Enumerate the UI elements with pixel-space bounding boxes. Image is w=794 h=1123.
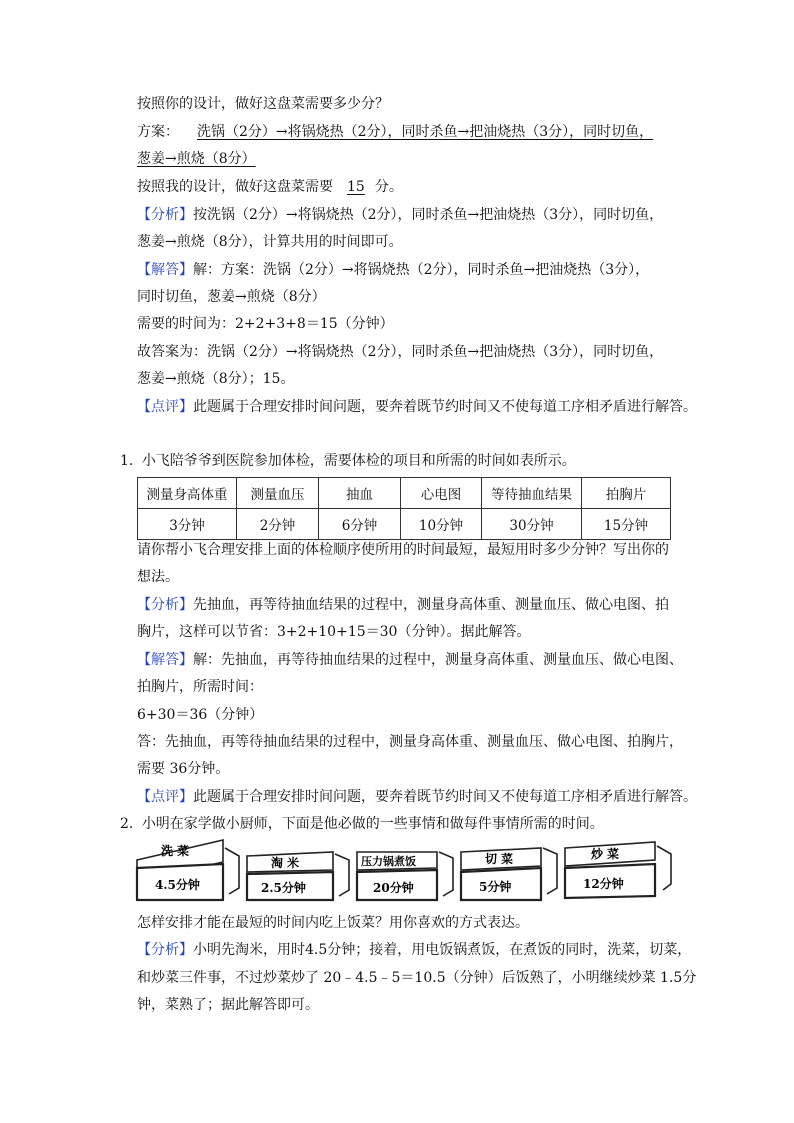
q1-ask-line-2: 想法。 xyxy=(137,569,179,585)
task-card xyxy=(357,852,437,900)
plan-line-2 xyxy=(137,149,278,169)
answer-line-3: 需要的时间为：2+2+3+8＝15（分钟） xyxy=(137,316,394,332)
task-label: 切菜 xyxy=(485,852,518,866)
q1-answer-line-3: 6+30＝36（分钟） xyxy=(137,707,264,723)
answer-line-4: 故答案为：洗锅（2分）→将锅烧热（2分），同时杀鱼→把油烧热（3分），同时切鱼， xyxy=(137,344,664,360)
q2-ask-line: 怎样安排才能在最短的时间内吃上饭菜？用你喜欢的方式表达。 xyxy=(137,915,529,931)
plan-line-1 xyxy=(137,122,653,142)
task-card xyxy=(247,852,333,900)
task-card xyxy=(461,848,541,900)
comment-tag: 【点评】 xyxy=(137,789,193,805)
q1-answer-line-5: 需要 36分钟。 xyxy=(137,761,230,777)
design-post: 分。 xyxy=(374,179,403,195)
task-label: 淘米 xyxy=(271,856,304,870)
plan-answer-1: 洗锅（2分）→将锅烧热（2分），同时杀鱼→把油烧热（3分），同时切鱼， xyxy=(197,124,654,140)
design-line xyxy=(137,177,403,197)
question-text: 按照你的设计，做好这盘菜需要多少分？ xyxy=(137,96,389,112)
exam-value-cell: 3分钟 xyxy=(138,509,237,540)
exam-value-cell: 15分钟 xyxy=(582,509,671,540)
exam-header-cell: 拍胸片 xyxy=(582,478,671,509)
task-time: 2.5分钟 xyxy=(261,881,306,895)
q1-ask-line-1: 请你帮小飞合理安排上面的体检顺序使所用的时间最短，最短用时多少分钟？写出你的 xyxy=(137,542,669,558)
exam-value-cell: 6分钟 xyxy=(319,509,401,540)
task-chain-svg xyxy=(135,838,675,904)
exam-header-cell: 心电图 xyxy=(401,478,482,509)
task-card xyxy=(137,840,223,900)
exam-header-cell: 等待抽血结果 xyxy=(482,478,582,509)
task-time: 20分钟 xyxy=(373,881,414,895)
comment-tag: 【点评】 xyxy=(137,399,193,415)
q1-answer-line-1 xyxy=(137,650,683,670)
task-label: 炒菜 xyxy=(591,847,624,861)
exam-header-cell: 测量血压 xyxy=(237,478,319,509)
design-pre: 按照我的设计，做好这盘菜需要 xyxy=(137,179,333,195)
q2-analysis-line-2: 和炒菜三件事，不过炒菜炒了 20﹣4.5﹣5＝10.5（分钟）后饭熟了，小明继续炒菜 1.5分 xyxy=(137,970,697,986)
exam-header-cell: 抽血 xyxy=(319,478,401,509)
answer-text: 解：先抽血，再等待抽血结果的过程中，测量身高体重、测量血压、做心电图、 xyxy=(193,652,683,668)
q1-answer-line-2: 拍胸片，所需时间： xyxy=(137,679,263,695)
task-chain-diagram xyxy=(135,838,675,904)
analysis-line-2: 葱姜→煎烧（8分），计算共用的时间即可。 xyxy=(137,234,403,250)
answer-tag: 【解答】 xyxy=(137,652,193,668)
q2-stem-line xyxy=(120,814,604,834)
analysis-text: 先抽血，再等待抽血结果的过程中，测量身高体重、测量血压、做心电图、拍 xyxy=(193,597,669,613)
q1-comment-line xyxy=(137,787,697,807)
task-time: 4.5分钟 xyxy=(155,878,200,892)
task-label: 洗菜 xyxy=(161,844,194,858)
analysis-tag: 【分析】 xyxy=(137,597,193,613)
answer-line-5: 葱姜→煎烧（8分）；15。 xyxy=(137,371,295,387)
task-time: 5分钟 xyxy=(479,880,512,894)
q1-stem: 小飞陪爷爷到医院参加体检，需要体检的项目和所需的时间如表所示。 xyxy=(141,453,576,469)
exam-value-cell: 2分钟 xyxy=(237,509,319,540)
q1-analysis-line-2: 胸片，这样可以节省：3+2+10+15＝30（分钟）。据此解答。 xyxy=(137,624,531,640)
exam-table xyxy=(137,477,671,540)
answer-tag: 【解答】 xyxy=(137,262,193,278)
q2-number: 2. xyxy=(120,816,134,832)
comment-text: 此题属于合理安排时间问题，要奔着既节约时间又不使每道工序相矛盾进行解答。 xyxy=(193,399,697,415)
plan-label: 方案： xyxy=(137,124,179,140)
q2-analysis-line-3: 钟，菜熟了；据此解答即可。 xyxy=(137,997,319,1013)
exam-value-cell: 30分钟 xyxy=(482,509,582,540)
exam-header-cell: 测量身高体重 xyxy=(138,478,237,509)
exam-table-header-row xyxy=(138,478,671,509)
connector-icon xyxy=(657,846,671,890)
connector-icon xyxy=(335,854,349,896)
exam-table-value-row xyxy=(138,509,671,540)
q1-stem-line xyxy=(120,451,576,471)
comment-text: 此题属于合理安排时间问题，要奔着既节约时间又不使每道工序相矛盾进行解答。 xyxy=(193,789,697,805)
connector-icon xyxy=(225,848,239,894)
q2-stem: 小明在家学做小厨师，下面是他必做的一些事情和做每件事情所需的时间。 xyxy=(141,816,604,832)
task-card xyxy=(565,842,655,898)
comment-line xyxy=(137,397,697,417)
analysis-tag: 【分析】 xyxy=(137,942,193,958)
q1-answer-line-4: 答：先抽血，再等待抽血结果的过程中，测量身高体重、测量血压、做心电图、拍胸片， xyxy=(137,734,683,750)
connector-icon xyxy=(439,852,453,896)
q1-analysis-line-1 xyxy=(137,595,669,615)
q2-analysis-line-1 xyxy=(137,940,691,960)
analysis-tag: 【分析】 xyxy=(137,207,193,223)
exam-value-cell: 10分钟 xyxy=(401,509,482,540)
analysis-text: 小明先淘米，用时4.5分钟；接着，用电饭锅煮饭，在煮饭的同时，洗菜，切菜， xyxy=(193,942,692,958)
task-time: 12分钟 xyxy=(583,877,624,891)
connector-icon xyxy=(543,848,557,894)
design-value: 15 xyxy=(347,179,365,195)
answer-line-2: 同时切鱼，葱姜→煎烧（8分） xyxy=(137,289,326,305)
q1-number: 1. xyxy=(120,453,134,469)
analysis-text: 按洗锅（2分）→将锅烧热（2分），同时杀鱼→把油烧热（3分），同时切鱼， xyxy=(193,207,664,223)
answer-text: 解：方案：洗锅（2分）→将锅烧热（2分），同时杀鱼→把油烧热（3分）， xyxy=(193,262,650,278)
answer-line-1 xyxy=(137,260,649,280)
analysis-line-1 xyxy=(137,205,663,225)
plan-answer-2: 葱姜→煎烧（8分） xyxy=(137,151,256,167)
task-label: 压力锅煮饭 xyxy=(361,855,416,868)
